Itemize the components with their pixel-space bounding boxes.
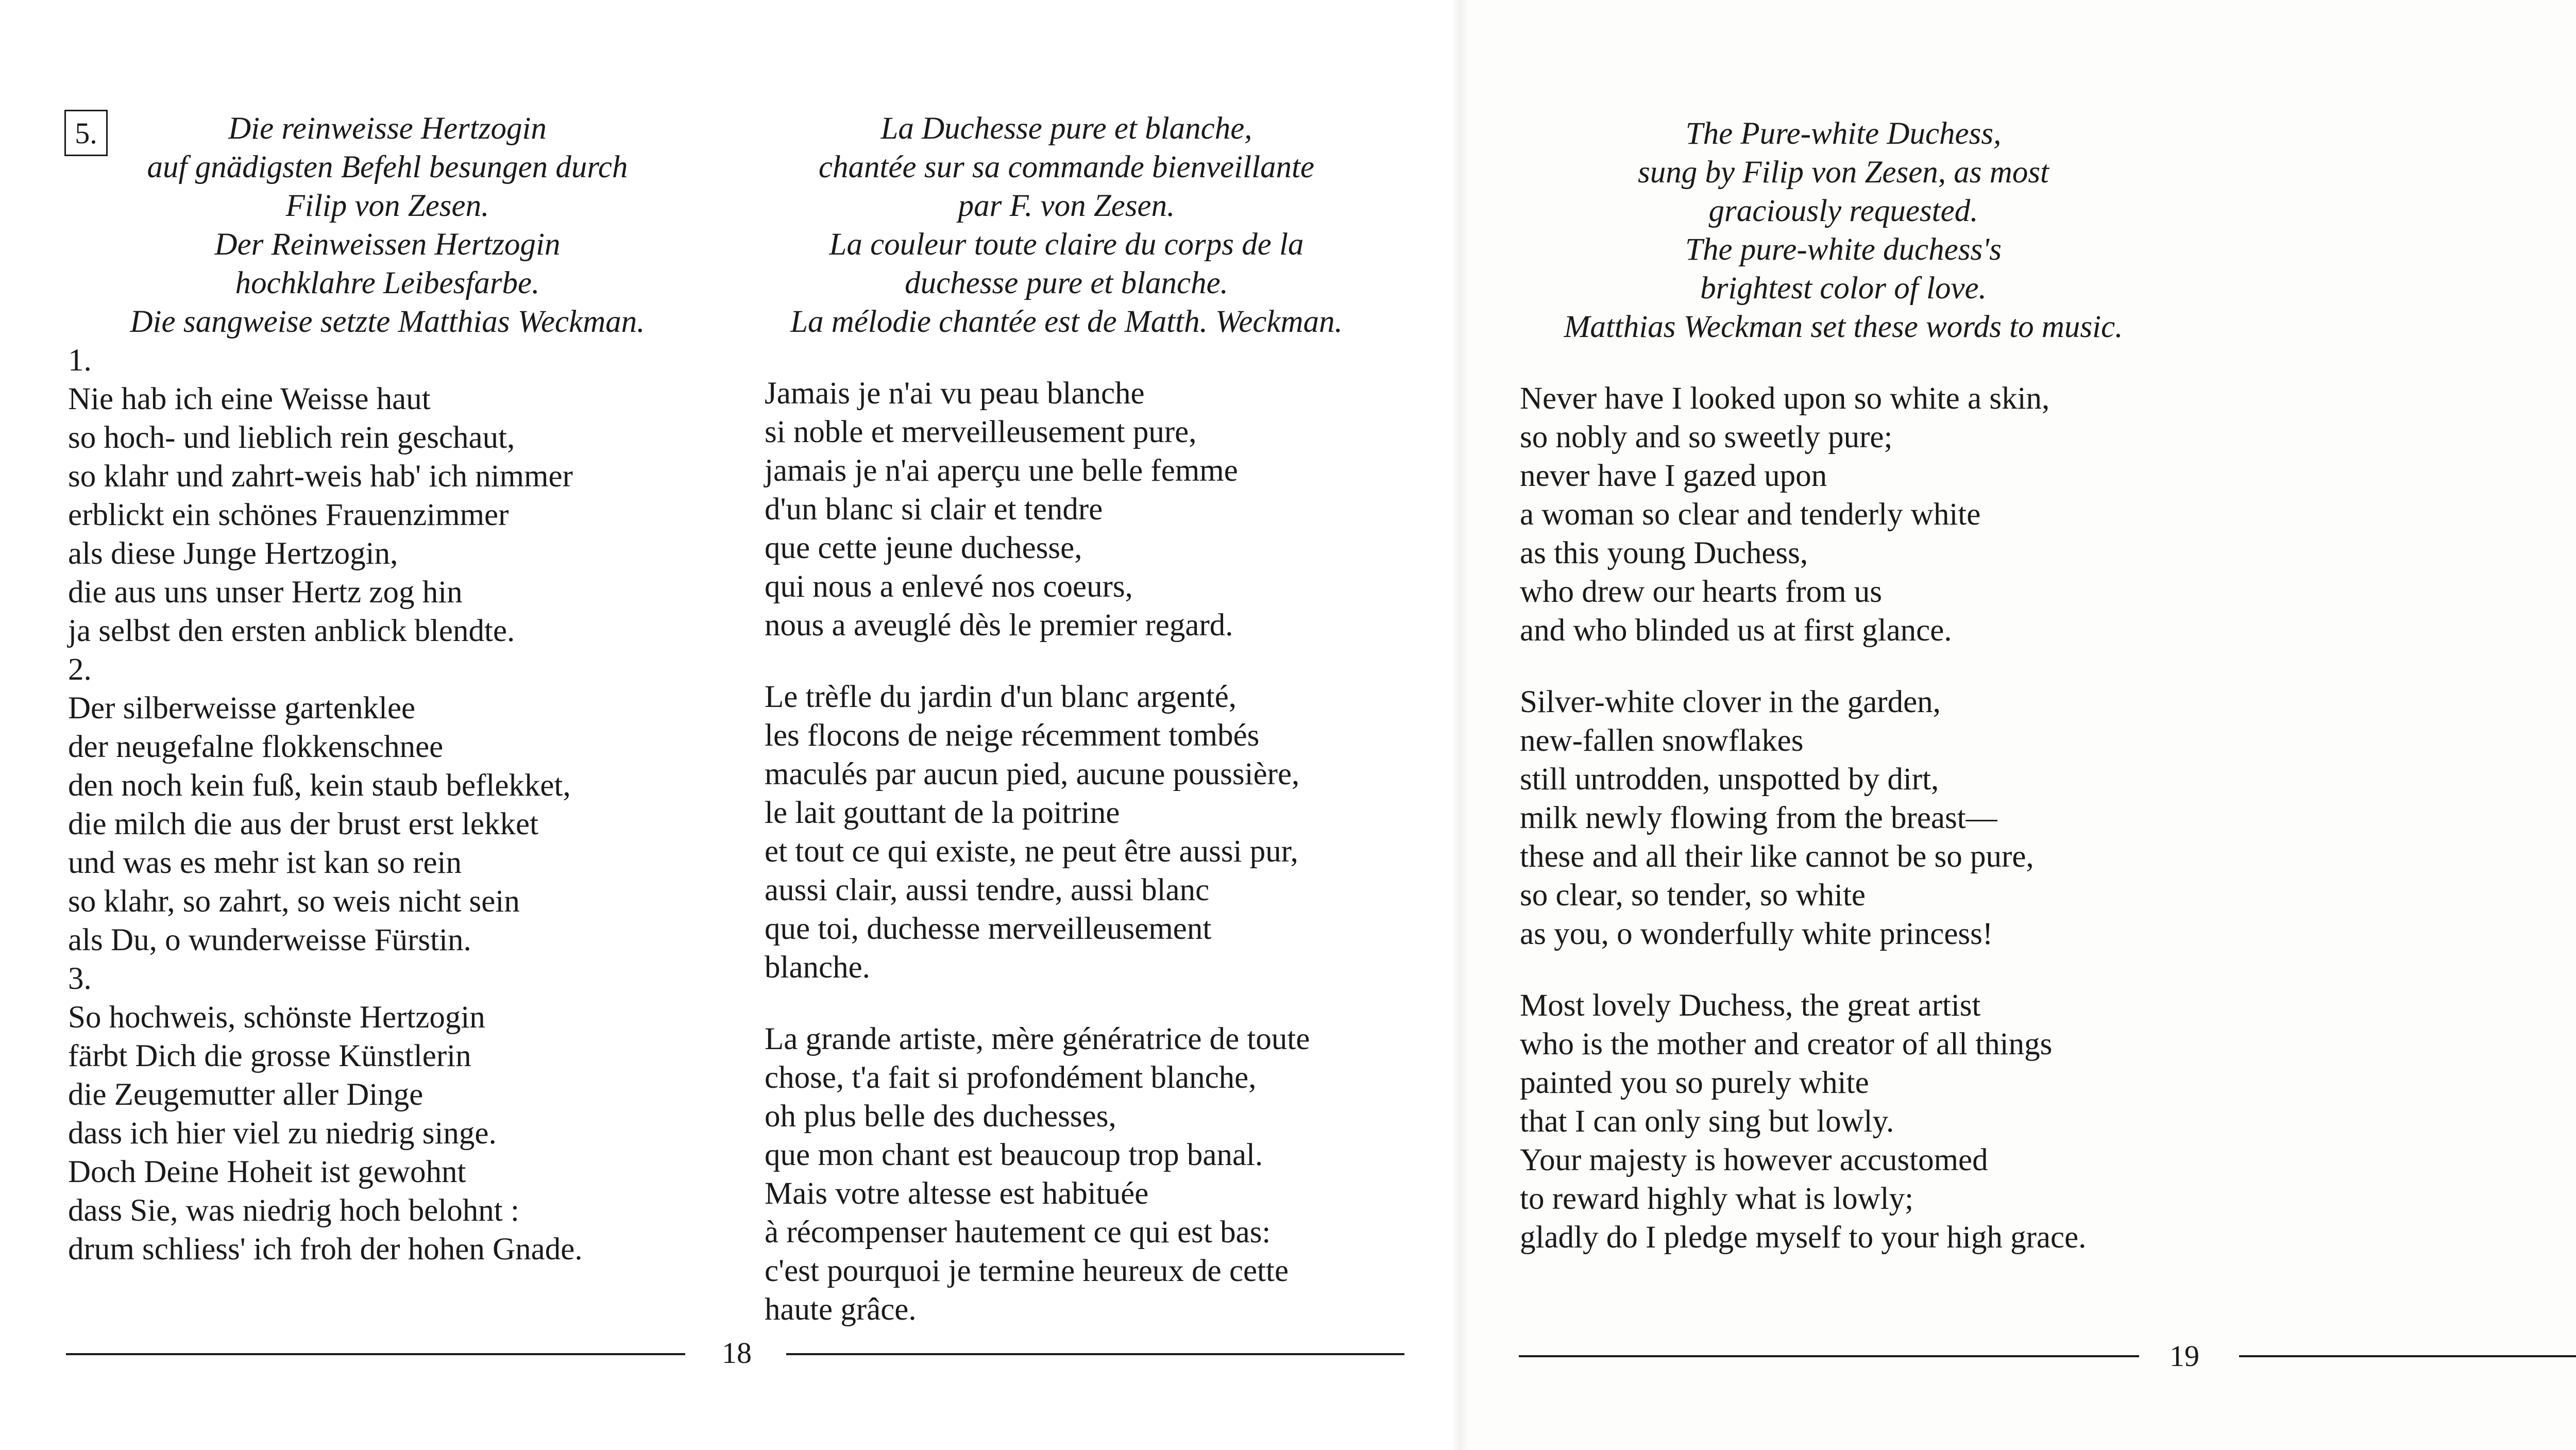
french-heading-line: par F. von Zesen. [958, 189, 1175, 223]
verse-line: et tout ce qui existe, ne peut être aussi pur, [765, 834, 1298, 869]
verse-line: die aus uns unser Hertz zog hin [68, 575, 463, 610]
french-text-column [765, 109, 1434, 1329]
verse-line: never have I gazed upon [1520, 459, 1827, 493]
book-gutter [1452, 0, 1468, 1450]
french-heading [765, 109, 1368, 341]
verse-line: La grande artiste, mère génératrice de toute [765, 1022, 1310, 1056]
verse-line: who drew our hearts from us [1520, 575, 1883, 609]
verse-line: so klahr und zahrt-weis hab' ich nimmer [68, 459, 573, 494]
verse-line: a woman so clear and tenderly white [1520, 497, 1981, 532]
verse-line: si noble et merveilleusement pure, [765, 415, 1197, 449]
verse-line: à récompenser hautement ce qui est bas: [765, 1215, 1271, 1250]
verse-line: as you, o wonderfully white princess! [1520, 917, 1993, 951]
verse-line: jamais je n'ai aperçu une belle femme [765, 453, 1238, 488]
verse-line: so clear, so tender, so white [1520, 878, 1866, 913]
german-heading-line: Die sangweise setzte Matthias Weckman. [130, 305, 645, 339]
verse-line: to reward highly what is lowly; [1520, 1182, 1914, 1216]
german-stanza-1 [68, 341, 707, 650]
french-stanza-3 [765, 1020, 1434, 1329]
english-stanza-1 [1520, 379, 2190, 650]
verse-line: der neugefalne flokkenschnee [68, 730, 444, 764]
german-heading [68, 109, 707, 341]
verse-line: and who blinded us at first glance. [1520, 613, 1952, 648]
verse-line: que mon chant est beaucoup trop banal. [765, 1138, 1263, 1172]
german-stanza-2 [68, 650, 707, 959]
stanza-number: 3. [68, 962, 92, 996]
french-heading-line: duchesse pure et blanche. [905, 266, 1228, 300]
track-number-box: 5. [64, 110, 108, 156]
verse-line: qui nous a enlevé nos coeurs, [765, 569, 1133, 604]
stanza-number: 2. [68, 652, 92, 687]
verse-line: blanche. [765, 950, 870, 985]
verse-line: que cette jeune duchesse, [765, 531, 1082, 565]
english-heading [1520, 114, 2167, 346]
german-heading-line: Filip von Zesen. [285, 189, 489, 223]
verse-line: die milch die aus der brust erst lekket [68, 807, 539, 841]
verse-line: c'est pourquoi je termine heureux de cette [765, 1254, 1289, 1288]
verse-line: Mais votre altesse est habituée [765, 1176, 1149, 1211]
english-stanza-2 [1520, 683, 2190, 953]
page-number-right: 19 [2170, 1339, 2199, 1373]
verse-line: these and all their like cannot be so pure, [1520, 839, 2034, 874]
verse-line: Nie hab ich eine Weisse haut [68, 382, 431, 416]
verse-line: les flocons de neige récemment tombés [765, 718, 1260, 753]
footer-rule [66, 1353, 685, 1355]
verse-line: den noch kein fuß, kein staub beflekket, [68, 768, 571, 803]
german-heading-line: auf gnädigsten Befehl besungen durch [147, 150, 628, 184]
german-stanza-3 [68, 959, 707, 1269]
footer-rule [1519, 1355, 2139, 1357]
verse-line: so nobly and so sweetly pure; [1520, 420, 1893, 454]
verse-line: als diese Junge Hertzogin, [68, 536, 398, 571]
german-heading-line: Die reinweisse Hertzogin [228, 111, 547, 146]
verse-line: milk newly flowing from the breast— [1520, 801, 1997, 835]
verse-line: chose, t'a fait si profondément blanche, [765, 1060, 1257, 1095]
english-heading-line: sung by Filip von Zesen, as most [1637, 155, 2049, 190]
verse-line: still untrodden, unspotted by dirt, [1520, 762, 1939, 797]
verse-line: so klahr, so zahrt, so weis nicht sein [68, 884, 520, 919]
verse-line: ja selbst den ersten anblick blendte. [68, 614, 515, 648]
verse-line: oh plus belle des duchesses, [765, 1099, 1116, 1134]
verse-line: haute grâce. [765, 1292, 917, 1327]
french-heading-line: La Duchesse pure et blanche, [880, 111, 1252, 146]
verse-line: Your majesty is however accustomed [1520, 1143, 1988, 1177]
footer-rule [786, 1353, 1404, 1355]
verse-line: nous a aveuglé dès le premier regard. [765, 608, 1233, 643]
verse-line: drum schliess' ich froh der hohen Gnade. [68, 1232, 583, 1267]
german-heading-line: hochklahre Leibesfarbe. [235, 266, 540, 300]
verse-line: dass Sie, was niedrig hoch belohnt : [68, 1193, 519, 1228]
verse-line: Doch Deine Hoheit ist gewohnt [68, 1155, 466, 1189]
footer-rule [2239, 1355, 2576, 1357]
verse-line: die Zeugemutter aller Dinge [68, 1077, 423, 1112]
french-stanza-1 [765, 374, 1434, 645]
verse-line: maculés par aucun pied, aucune poussière, [765, 757, 1300, 791]
verse-line: new-fallen snowflakes [1520, 723, 1804, 758]
french-stanza-2 [765, 678, 1434, 987]
english-heading-line: The pure-white duchess's [1685, 232, 2002, 267]
english-text-column [1520, 114, 2190, 1257]
french-heading-line: chantée sur sa commande bienveillante [818, 150, 1315, 184]
verse-line: so hoch- und lieblich rein geschaut, [68, 420, 515, 455]
verse-line: Silver-white clover in the garden, [1520, 685, 1941, 719]
english-heading-line: graciously requested. [1708, 194, 1978, 228]
verse-line: le lait gouttant de la poitrine [765, 796, 1120, 830]
verse-line: Jamais je n'ai vu peau blanche [765, 376, 1145, 411]
english-stanza-3 [1520, 986, 2190, 1257]
verse-line: que toi, duchesse merveilleusement [765, 912, 1212, 946]
verse-line: d'un blanc si clair et tendre [765, 492, 1103, 527]
verse-line: who is the mother and creator of all things [1520, 1027, 2053, 1061]
verse-line: painted you so purely white [1520, 1066, 1869, 1100]
verse-line: that I can only sing but lowly. [1520, 1104, 1894, 1139]
french-heading-line: La mélodie chantée est de Matth. Weckman. [790, 305, 1343, 339]
german-text-column [68, 109, 707, 1269]
verse-line: und was es mehr ist kan so rein [68, 846, 462, 880]
english-heading-line: brightest color of love. [1700, 271, 1987, 306]
verse-line: So hochweis, schönste Hertzogin [68, 1000, 485, 1035]
english-heading-line: The Pure-white Duchess, [1685, 116, 2002, 151]
german-heading-line: Der Reinweissen Hertzogin [214, 227, 561, 262]
verse-line: aussi clair, aussi tendre, aussi blanc [765, 873, 1210, 907]
verse-line: as this young Duchess, [1520, 536, 1808, 570]
english-heading-line: Matthias Weckman set these words to music. [1564, 310, 2123, 344]
verse-line: erblickt ein schönes Frauenzimmer [68, 498, 509, 532]
verse-line: färbt Dich die grosse Künstlerin [68, 1039, 471, 1073]
verse-line: Most lovely Duchess, the great artist [1520, 988, 1981, 1023]
french-heading-line: La couleur toute claire du corps de la [829, 227, 1304, 262]
stanza-number: 1. [68, 343, 92, 378]
verse-line: als Du, o wunderweisse Fürstin. [68, 923, 471, 957]
page-number-left: 18 [722, 1336, 752, 1370]
verse-line: Le trèfle du jardin d'un blanc argenté, [765, 680, 1237, 714]
verse-line: gladly do I pledge myself to your high grace. [1520, 1220, 2087, 1255]
verse-line: dass ich hier viel zu niedrig singe. [68, 1116, 497, 1151]
verse-line: Never have I looked upon so white a skin, [1520, 381, 2050, 416]
verse-line: Der silberweisse gartenklee [68, 691, 416, 726]
